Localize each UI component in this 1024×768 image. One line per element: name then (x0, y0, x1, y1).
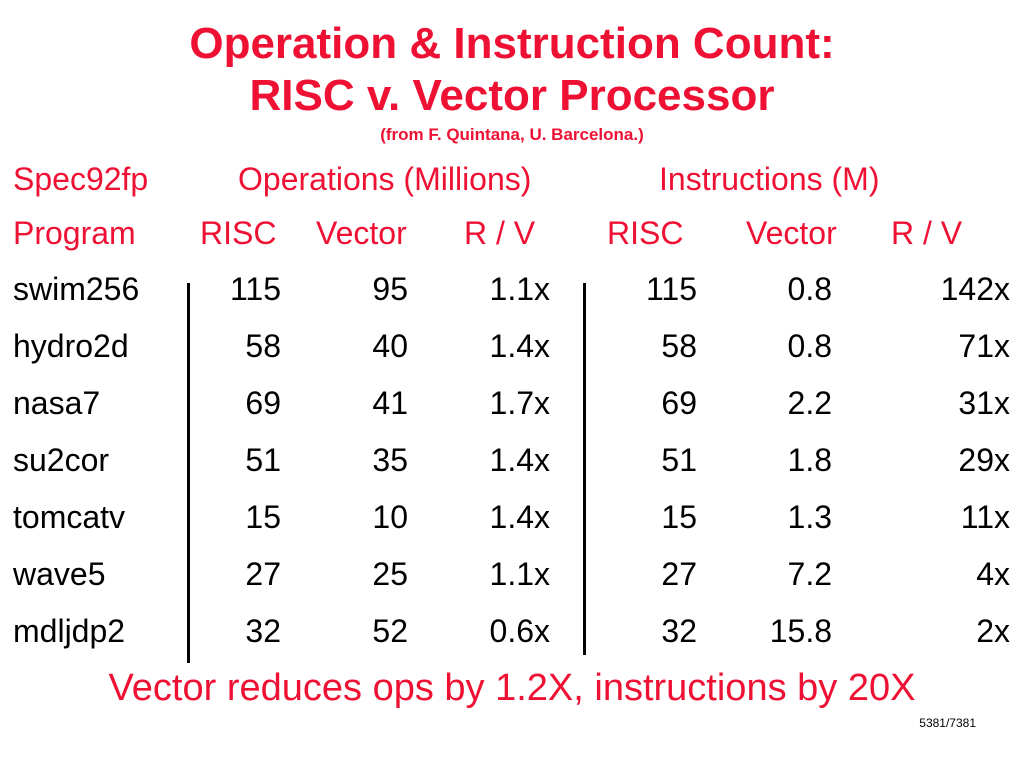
cell-inst-vector: 2.2 (787, 385, 832, 421)
suite-header: Spec92fp (13, 161, 149, 197)
cell-ops-risc: 15 (245, 499, 281, 535)
cell-inst-ratio: 142x (940, 271, 1010, 307)
cell-program: nasa7 (13, 385, 101, 421)
cell-ops-vector: 25 (372, 556, 408, 592)
cell-program: wave5 (13, 556, 106, 592)
cell-ops-vector: 10 (372, 499, 408, 535)
cell-inst-risc: 51 (661, 442, 697, 478)
instructions-group-header: Instructions (M) (659, 161, 880, 197)
conclusion-text: Vector reduces ops by 1.2X, instructions by 20X (108, 667, 916, 709)
table-divider-left (187, 283, 190, 663)
slide-number: 5381/7381 (919, 716, 976, 730)
cell-inst-vector: 15.8 (769, 613, 832, 649)
column-header-program: Program (13, 215, 136, 251)
slide-title-line-2: RISC v. Vector Processor (249, 71, 775, 120)
cell-inst-ratio: 29x (958, 442, 1010, 478)
cell-ops-ratio: 1.7x (489, 385, 550, 421)
cell-ops-risc: 32 (245, 613, 281, 649)
cell-inst-ratio: 2x (976, 613, 1010, 649)
column-header-inst-risc: RISC (607, 215, 684, 251)
cell-program: su2cor (13, 442, 110, 478)
cell-ops-risc: 115 (229, 271, 281, 307)
cell-inst-risc: 32 (661, 613, 697, 649)
column-header-inst-ratio: R / V (891, 215, 963, 251)
cell-inst-vector: 1.3 (787, 499, 832, 535)
column-header-ops-ratio: R / V (464, 215, 536, 251)
cell-program: swim256 (13, 271, 140, 307)
cell-inst-risc: 27 (661, 556, 697, 592)
column-header-inst-vector: Vector (746, 215, 837, 251)
cell-ops-vector: 52 (372, 613, 408, 649)
cell-inst-risc: 115 (645, 271, 697, 307)
cell-program: tomcatv (13, 499, 126, 535)
operations-group-header: Operations (Millions) (238, 161, 532, 197)
cell-inst-vector: 0.8 (787, 271, 832, 307)
cell-inst-vector: 0.8 (787, 328, 832, 364)
cell-ops-vector: 95 (372, 271, 408, 307)
cell-inst-vector: 1.8 (787, 442, 832, 478)
cell-ops-ratio: 1.4x (489, 499, 550, 535)
cell-program: hydro2d (13, 328, 129, 364)
cell-inst-risc: 58 (661, 328, 697, 364)
cell-ops-risc: 27 (245, 556, 281, 592)
column-header-ops-risc: RISC (200, 215, 277, 251)
cell-inst-ratio: 71x (958, 328, 1010, 364)
cell-ops-ratio: 1.4x (489, 442, 550, 478)
cell-ops-ratio: 1.1x (489, 271, 550, 307)
cell-ops-ratio: 0.6x (489, 613, 550, 649)
cell-ops-vector: 35 (372, 442, 408, 478)
cell-ops-risc: 51 (245, 442, 281, 478)
cell-inst-ratio: 11x (960, 499, 1010, 535)
column-header-ops-vector: Vector (316, 215, 407, 251)
cell-inst-vector: 7.2 (787, 556, 832, 592)
cell-ops-ratio: 1.4x (489, 328, 550, 364)
cell-inst-risc: 15 (661, 499, 697, 535)
slide-title-line-1: Operation & Instruction Count: (189, 19, 835, 68)
cell-ops-risc: 58 (245, 328, 281, 364)
cell-inst-ratio: 31x (958, 385, 1010, 421)
source-attribution: (from F. Quintana, U. Barcelona.) (380, 125, 644, 144)
cell-ops-vector: 41 (372, 385, 408, 421)
cell-inst-risc: 69 (661, 385, 697, 421)
cell-ops-vector: 40 (372, 328, 408, 364)
cell-ops-risc: 69 (245, 385, 281, 421)
table-divider-right (583, 283, 586, 655)
cell-inst-ratio: 4x (976, 556, 1010, 592)
cell-ops-ratio: 1.1x (489, 556, 550, 592)
cell-program: mdljdp2 (13, 613, 126, 649)
